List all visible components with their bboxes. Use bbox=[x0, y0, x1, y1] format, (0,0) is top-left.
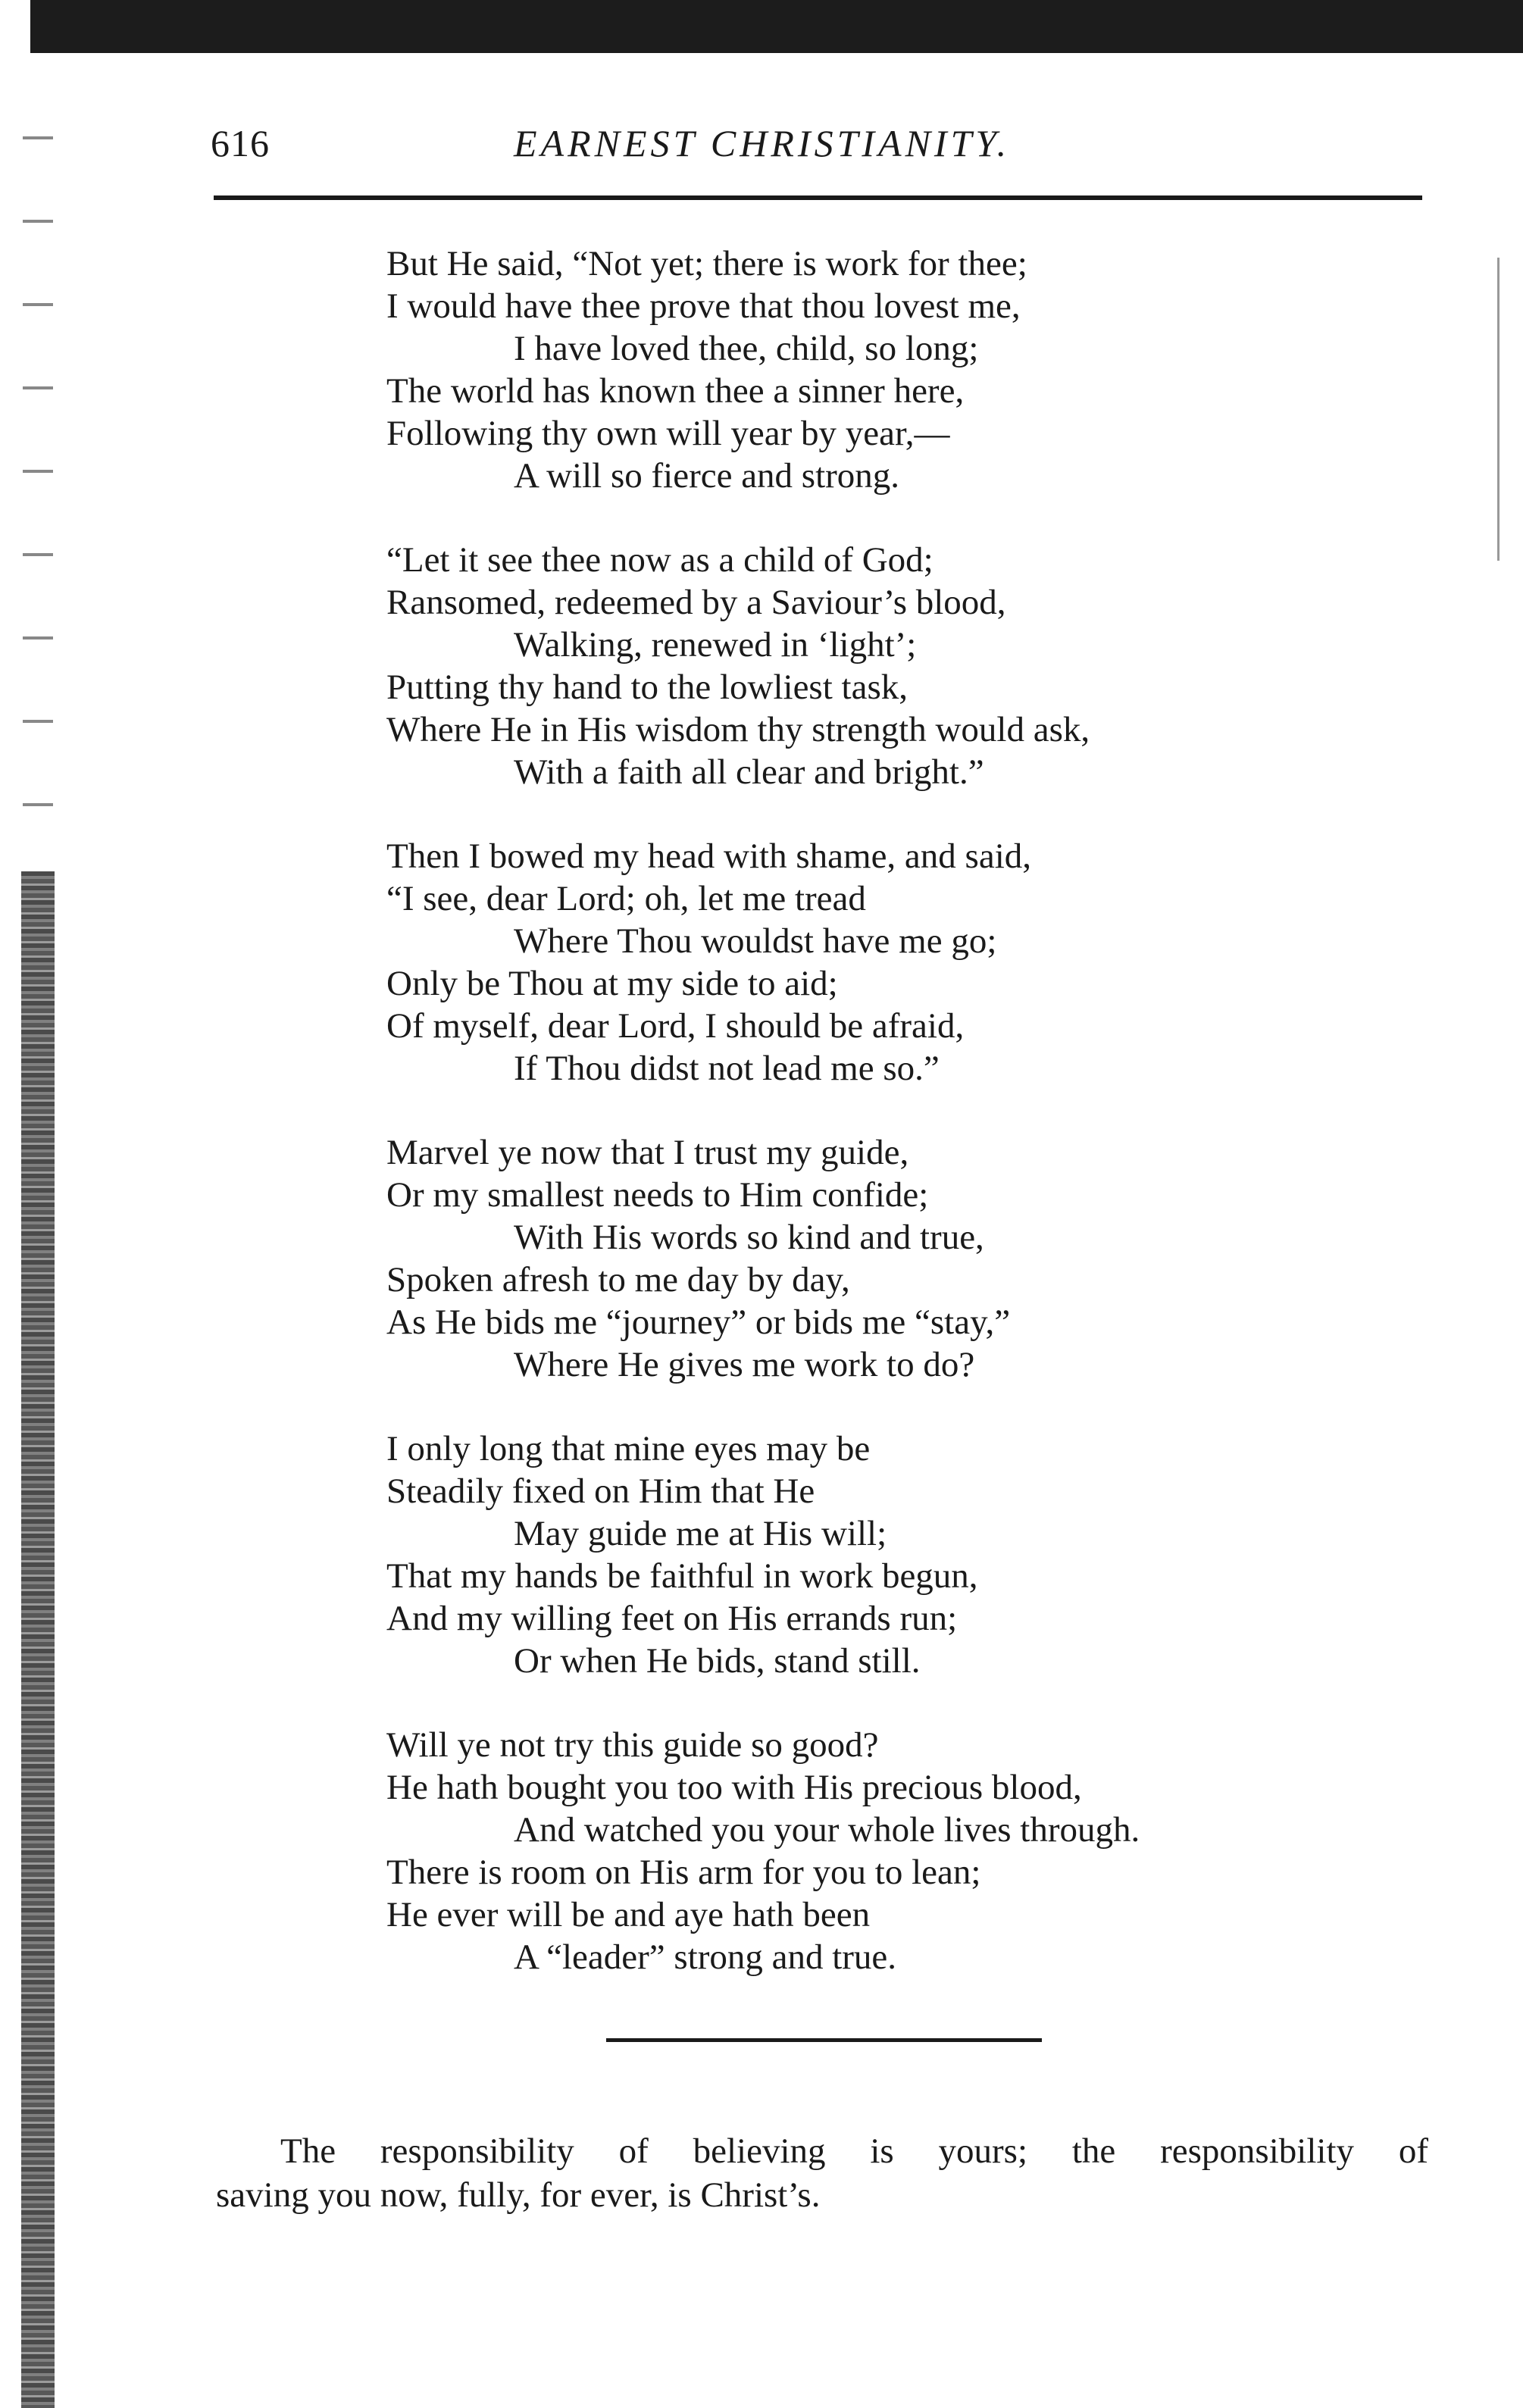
poem-line: Spoken afresh to me day by day, bbox=[386, 1260, 850, 1299]
closing-paragraph bbox=[216, 2129, 1428, 2217]
poem-line: Steadily fixed on Him that He bbox=[386, 1471, 815, 1511]
poem-line: There is room on His arm for you to lean; bbox=[386, 1853, 981, 1892]
poem-line: He ever will be and aye hath been bbox=[386, 1895, 871, 1934]
poem-line: Ransomed, redeemed by a Saviour’s blood, bbox=[386, 583, 1006, 622]
poem-line-indented: Where He gives me work to do? bbox=[514, 1345, 975, 1384]
poem-line-indented: And watched you your whole lives through. bbox=[514, 1810, 1140, 1850]
stanza bbox=[386, 1724, 1432, 1978]
poem-line: Putting thy hand to the lowliest task, bbox=[386, 668, 908, 707]
poem-line: That my hands be faithful in work begun, bbox=[386, 1556, 978, 1596]
stanza bbox=[386, 1428, 1432, 1682]
poem-line: Of myself, dear Lord, I should be afraid, bbox=[386, 1006, 965, 1046]
poem-line: Marvel ye now that I trust my guide, bbox=[386, 1133, 909, 1172]
header-rule bbox=[214, 195, 1422, 200]
poem-line-indented: With His words so kind and true, bbox=[514, 1218, 984, 1257]
poem-line: Will ye not try this guide so good? bbox=[386, 1725, 879, 1765]
scan-binding-specks bbox=[23, 91, 53, 871]
running-title: EARNEST CHRISTIANITY. bbox=[514, 122, 1011, 164]
poem-line: Following thy own will year by year,— bbox=[386, 414, 950, 453]
poem-line-indented: A will so fierce and strong. bbox=[514, 456, 900, 496]
poem-line: I only long that mine eyes may be bbox=[386, 1429, 871, 1468]
stanza bbox=[386, 242, 1432, 497]
poem-line: Only be Thou at my side to aid; bbox=[386, 964, 838, 1003]
poem-line: “I see, dear Lord; oh, let me tread bbox=[386, 879, 866, 918]
poem-line: And my willing feet on His errands run; bbox=[386, 1599, 958, 1638]
stanza bbox=[386, 1131, 1432, 1386]
poem-line-indented: Or when He bids, stand still. bbox=[514, 1641, 921, 1681]
poem-line-indented: May guide me at His will; bbox=[514, 1514, 887, 1553]
poem-line-indented: If Thou didst not lead me so.” bbox=[514, 1049, 940, 1088]
poem-line: Or my smallest needs to Him confide; bbox=[386, 1175, 929, 1215]
stanza bbox=[386, 835, 1432, 1090]
closing-line: saving you now, fully, for ever, is Christ’s. bbox=[216, 2175, 821, 2215]
poem-line: As He bids me “journey” or bids me “stay,” bbox=[386, 1303, 1011, 1342]
poem-line-indented: With a faith all clear and bright.” bbox=[514, 752, 984, 792]
poem-line: The world has known thee a sinner here, bbox=[386, 371, 965, 411]
poem-line-indented: A “leader” strong and true. bbox=[514, 1937, 897, 1977]
poem-line: He hath bought you too with His precious blood, bbox=[386, 1768, 1082, 1807]
poem-line-indented: Walking, renewed in ‘light’; bbox=[514, 625, 917, 665]
closing-line: The responsibility of believing is yours; the responsibility of bbox=[280, 2131, 1428, 2171]
scan-binding-edge bbox=[21, 871, 55, 2408]
poem bbox=[386, 242, 1432, 2020]
poem-line: But He said, “Not yet; there is work for thee; bbox=[386, 244, 1027, 283]
poem-line: Where He in His wisdom thy strength would ask, bbox=[386, 710, 1090, 749]
poem-line: Then I bowed my head with shame, and said, bbox=[386, 837, 1032, 876]
poem-line-indented: Where Thou wouldst have me go; bbox=[514, 921, 997, 961]
stanza bbox=[386, 539, 1432, 793]
page-header bbox=[211, 121, 1423, 182]
scan-top-edge bbox=[30, 0, 1523, 53]
poem-line: I would have thee prove that thou lovest me, bbox=[386, 286, 1021, 326]
poem-line: “Let it see thee now as a child of God; bbox=[386, 540, 934, 580]
section-divider bbox=[606, 2038, 1042, 2042]
poem-line-indented: I have loved thee, child, so long; bbox=[514, 329, 979, 368]
scan-margin-mark bbox=[1497, 258, 1500, 561]
page-number: 616 bbox=[211, 122, 270, 164]
